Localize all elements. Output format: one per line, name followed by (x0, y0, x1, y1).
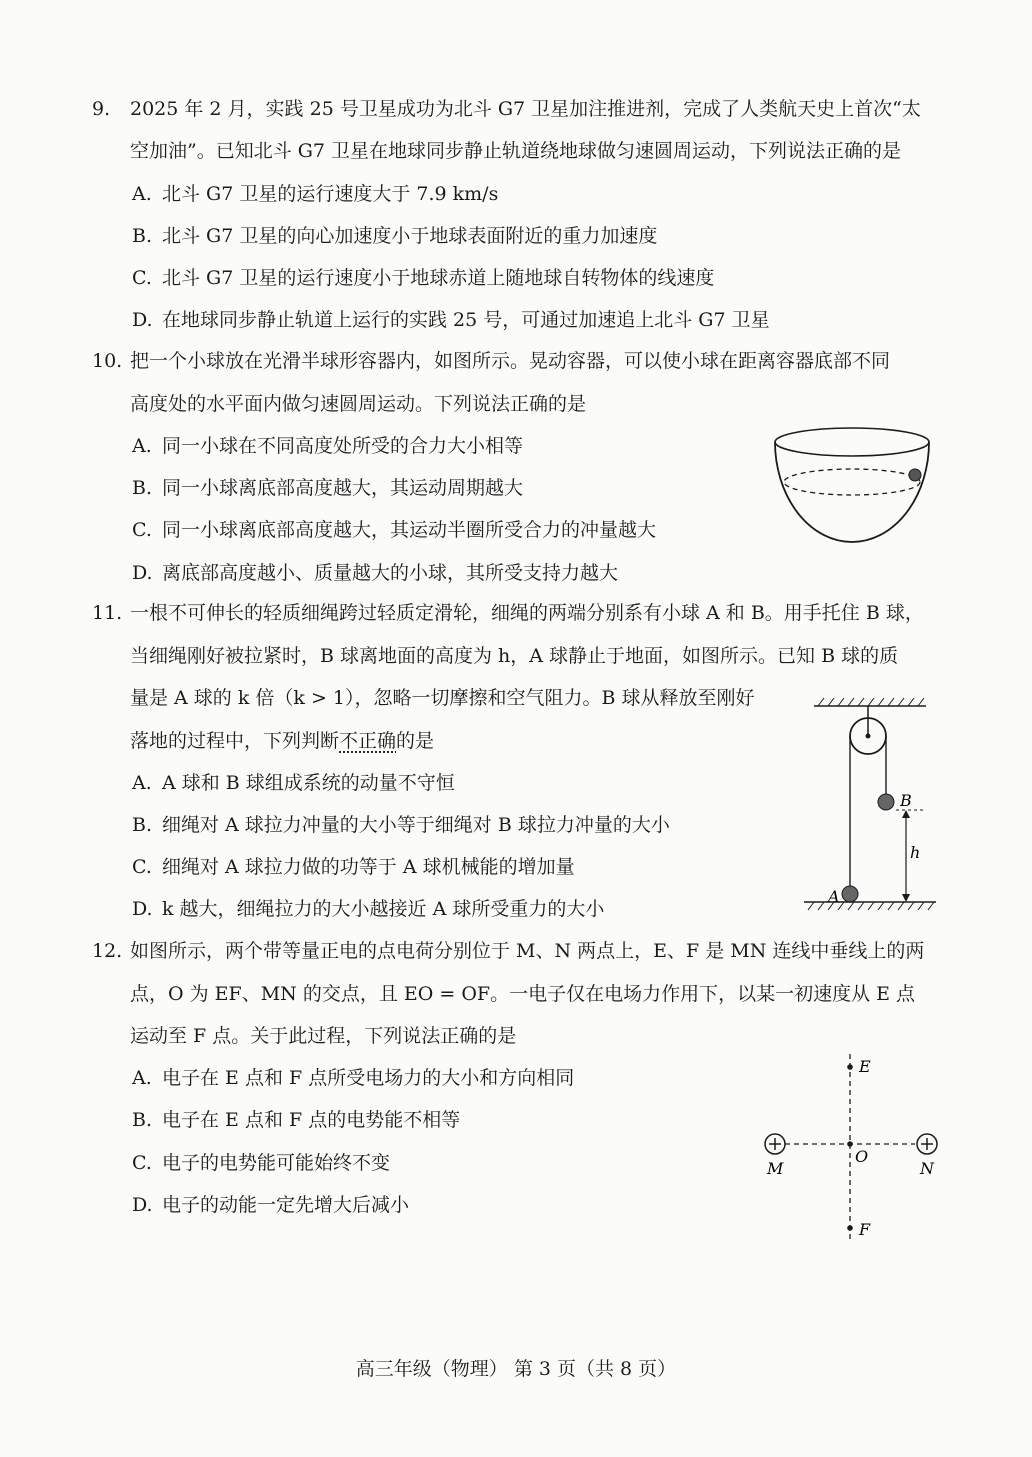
q10-option-b (132, 475, 523, 501)
q11-number: 11. (92, 602, 123, 624)
label-a: A (828, 887, 840, 906)
option-text: A 球和 B 球组成系统的动量不守恒 (162, 772, 455, 794)
ball-a (842, 886, 858, 902)
option-text: 同一小球离底部高度越大，其运动周期越大 (162, 477, 524, 499)
label-o: O (855, 1147, 869, 1166)
ceiling-hatch (818, 698, 924, 706)
bowl-body (775, 442, 929, 542)
option-label: B. (132, 1109, 153, 1131)
q11-stem-line-1: 一根不可伸长的轻质细绳跨过轻质定滑轮，细绳的两端分别系有小球 A 和 B。用手托住 B 球， (130, 602, 924, 624)
q9-stem-line-1: 2025 年 2 月，实践 25 号卫星成功为北斗 G7 卫星加注推进剂，完成了人类航天史上首次“太 (130, 98, 921, 120)
q12-option-d (132, 1192, 409, 1218)
q10-option-a (132, 433, 523, 459)
option-label: D. (132, 898, 153, 920)
q11-option-b (132, 812, 670, 838)
option-text: 电子的动能一定先增大后减小 (162, 1194, 410, 1216)
q9-option-b (132, 223, 657, 249)
option-label: D. (132, 309, 153, 331)
label-m: M (767, 1159, 784, 1178)
option-text: 同一小球离底部高度越大，其运动半圈所受合力的冲量越大 (162, 519, 657, 541)
point-e (847, 1064, 853, 1070)
option-text: 北斗 G7 卫星的向心加速度小于地球表面附近的重力加速度 (162, 225, 658, 247)
option-text: 电子在 E 点和 F 点的电势能不相等 (162, 1109, 461, 1131)
q9-option-a (132, 181, 498, 207)
option-label: A. (132, 435, 152, 457)
q12-stem-line-2: 点，O 为 EF、MN 的交点，且 EO = OF。一电子仅在电场力作用下，以某一初速度从 E 点 (130, 983, 916, 1005)
q11-option-a (132, 770, 455, 796)
label-n: N (920, 1159, 934, 1178)
hemisphere-bowl-figure (768, 418, 938, 556)
q11-line4-prefix: 落地的过程中，下列判断 (130, 730, 340, 752)
ball-b (878, 794, 894, 810)
q12-stem-line-3: 运动至 F 点。关于此过程，下列说法正确的是 (130, 1025, 517, 1047)
q11-stem-line-2: 当细绳刚好被拉紧时，B 球离地面的高度为 h，A 球静止于地面，如图所示。已知 B 球的质 (130, 645, 899, 667)
option-text: k 越大，细绳拉力的大小越接近 A 球所受重力的大小 (162, 898, 605, 920)
q10-option-d (132, 560, 618, 586)
q11-option-c (132, 854, 575, 880)
q9-number: 9. (92, 98, 111, 120)
point-charges-figure (755, 1050, 955, 1245)
q10-option-c (132, 517, 656, 543)
point-f (847, 1225, 853, 1231)
height-arrow-down (902, 894, 910, 902)
option-text: 同一小球在不同高度处所受的合力大小相等 (162, 435, 524, 457)
charge-n (917, 1134, 937, 1154)
label-e: E (859, 1057, 871, 1076)
option-label: C. (132, 519, 152, 541)
option-label: D. (132, 562, 153, 584)
q11-stem-line-3: 量是 A 球的 k 倍（k > 1），忽略一切摩擦和空气阻力。B 球从释放至刚好 (130, 687, 755, 709)
q12-stem-line-1: 如图所示，两个带等量正电的点电荷分别位于 M、N 两点上，E、F 是 MN 连线中垂线上的两 (130, 940, 925, 962)
option-label: C. (132, 267, 152, 289)
q12-number: 12. (92, 940, 123, 962)
q12-option-c (132, 1150, 390, 1176)
q10-number: 10. (92, 350, 123, 372)
label-h: h (910, 843, 921, 862)
page-footer: 高三年级（物理） 第 3 页（共 8 页） (355, 1358, 677, 1380)
charge-m (765, 1134, 785, 1154)
option-text: 细绳对 A 球拉力冲量的大小等于细绳对 B 球拉力冲量的大小 (162, 814, 670, 836)
q9-option-d (132, 307, 770, 333)
option-label: A. (132, 1067, 152, 1089)
q12-option-b (132, 1107, 460, 1133)
option-label: B. (132, 225, 153, 247)
q11-line4-suffix: 的是 (396, 730, 435, 752)
option-text: 离底部高度越小、质量越大的小球，其所受支持力越大 (162, 562, 619, 584)
point-o (847, 1141, 853, 1147)
q9-stem-line-2: 空加油”。已知北斗 G7 卫星在地球同步静止轨道绕地球做匀速圆周运动，下列说法正确的是 (130, 140, 902, 162)
option-label: A. (132, 772, 152, 794)
option-text: 北斗 G7 卫星的运行速度大于 7.9 km/s (162, 183, 499, 205)
option-label: C. (132, 856, 152, 878)
label-f: F (859, 1220, 871, 1239)
q12-option-a (132, 1065, 574, 1091)
option-text: 北斗 G7 卫星的运行速度小于地球赤道上随地球自转物体的线速度 (162, 267, 715, 289)
label-b: B (900, 791, 912, 810)
option-label: A. (132, 183, 152, 205)
q10-stem-line-1: 把一个小球放在光滑半球形容器内，如图所示。晃动容器，可以使小球在距离容器底部不同 (130, 350, 891, 372)
orbit-circle (784, 469, 920, 495)
q11-option-d (132, 896, 604, 922)
option-label: D. (132, 1194, 153, 1216)
ground-hatch (808, 902, 934, 910)
option-text: 电子在 E 点和 F 点所受电场力的大小和方向相同 (162, 1067, 575, 1089)
option-text: 电子的电势能可能始终不变 (162, 1152, 391, 1174)
option-label: B. (132, 814, 153, 836)
option-label: C. (132, 1152, 152, 1174)
q11-emphasis-not-correct: 不正确 (339, 730, 397, 752)
pulley-axle (866, 734, 871, 739)
height-arrow-up (902, 810, 910, 818)
bowl-rim (775, 428, 929, 456)
option-text: 在地球同步静止轨道上运行的实践 25 号，可通过加速追上北斗 G7 卫星 (162, 309, 770, 331)
option-text: 细绳对 A 球拉力做的功等于 A 球机械能的增加量 (162, 856, 575, 878)
q9-option-c (132, 265, 714, 291)
small-ball (909, 469, 921, 481)
pulley-figure (800, 696, 940, 918)
q11-stem-line-4 (130, 728, 434, 754)
option-label: B. (132, 477, 153, 499)
q10-stem-line-2: 高度处的水平面内做匀速圆周运动。下列说法正确的是 (130, 393, 587, 415)
